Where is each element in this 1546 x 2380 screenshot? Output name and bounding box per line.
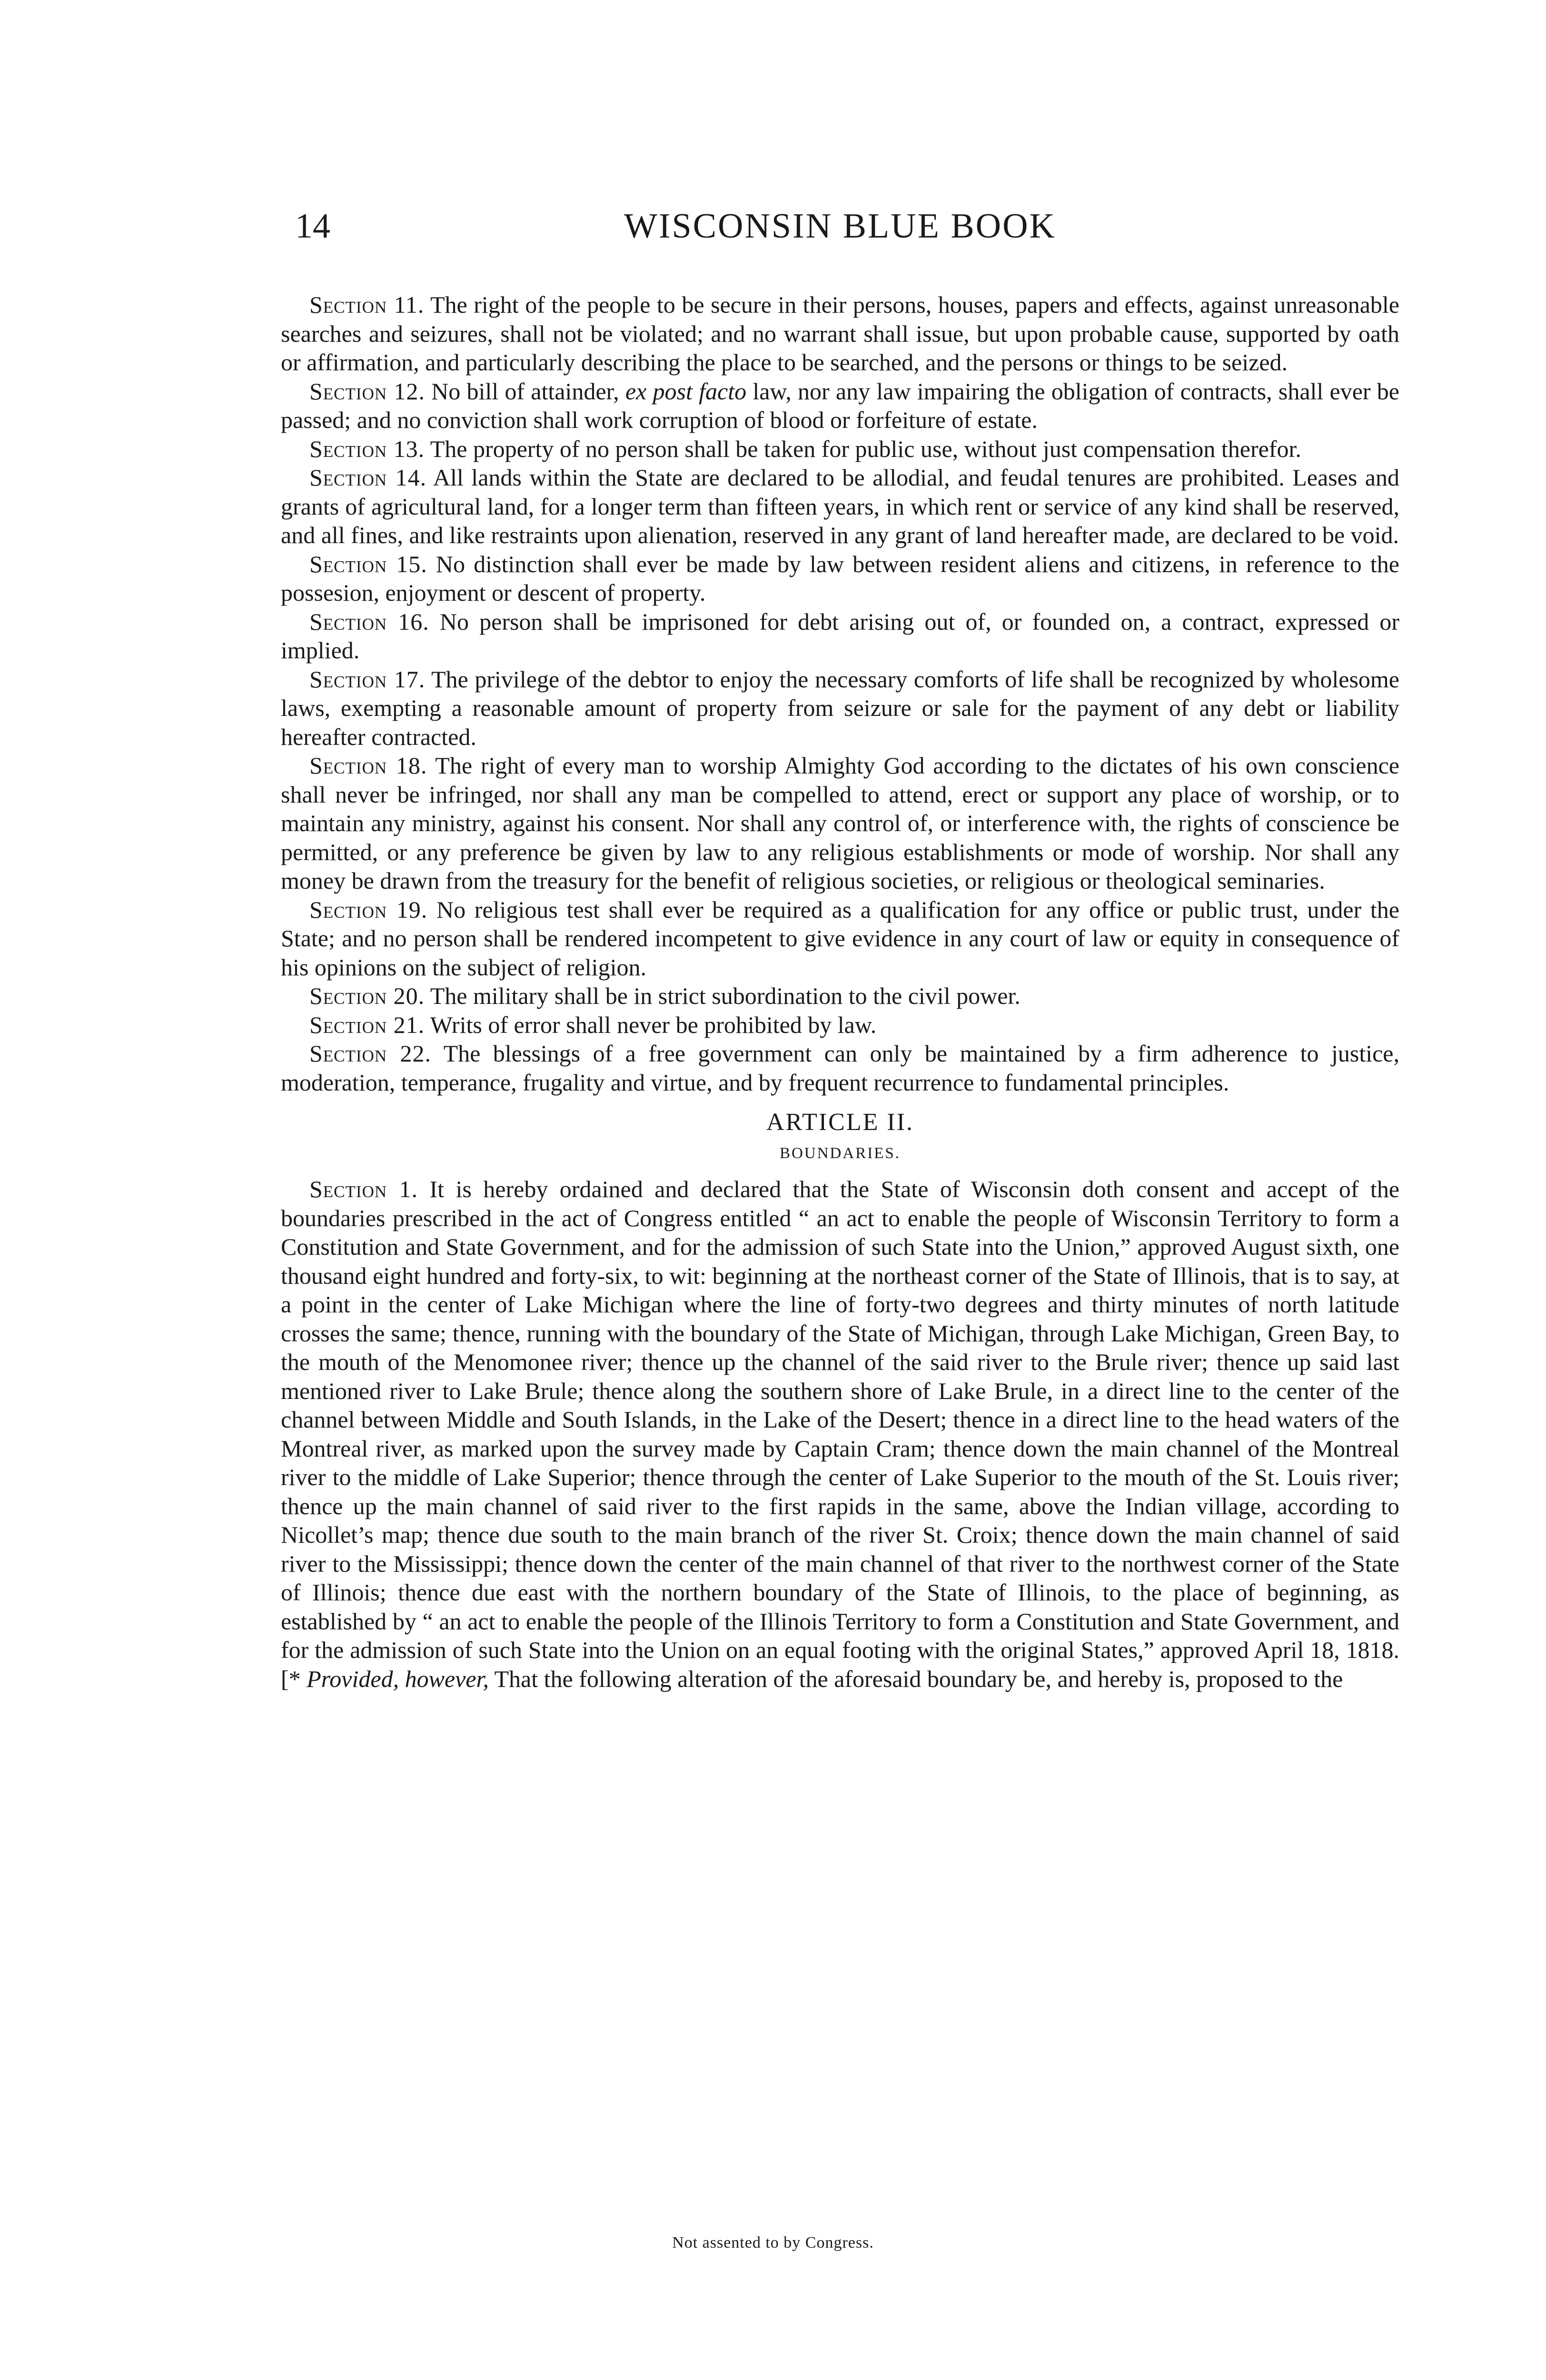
section-text: That the following alteration of the aforesaid boundary be, and hereby is, proposed to the — [488, 1665, 1343, 1692]
section-label: Section 1. — [309, 1176, 418, 1202]
section-paragraph — [281, 1039, 1399, 1097]
section-text: No bill of attainder, — [431, 377, 625, 405]
section-paragraph — [281, 463, 1399, 550]
section-text: No religious test shall ever be required as a qualification for any office or public trust, under the State; and no person shall be rendered incompetent to give evidence in any court of law or equity in consequence of his opinions on the subject of religion. — [281, 896, 1399, 981]
running-title: WISCONSIN BLUE BOOK — [624, 207, 1056, 246]
section-label: Section 17. — [309, 665, 426, 693]
section-paragraph — [281, 377, 1399, 435]
section-text: The property of no person shall be taken for public use, without just compensation therefor. — [430, 435, 1301, 462]
section-label: Section 22. — [309, 1040, 432, 1067]
section-paragraph — [281, 1011, 1399, 1040]
section-label: Section 12. — [309, 377, 425, 405]
page-header — [295, 200, 1385, 252]
section-label: Section 21. — [309, 1011, 425, 1038]
section-text: The right of every man to worship Almighty God according to the dictates of his own conscience shall never be infringed, nor shall any man be compelled to attend, erect or support any place of worship, or to maintain any ministry, against his consent. Nor shall any control of, or interference with, the rights of conscience be permitted, or any preference be given by law to any religious establishments or mode of worship. Nor shall any money be drawn from the treasury for the benefit of religious societies, or religious or theological seminaries. — [281, 752, 1399, 894]
section-label: Section 19. — [309, 896, 428, 923]
article-ii-sections — [281, 1175, 1399, 1693]
section-text: The right of the people to be secure in their persons, houses, papers and effects, against unreasonable searches and seizures, shall not be violated; and no warrant shall issue, but upon probable cause, supported by oath or affirmation, and particularly describing the place to be searched, and the persons or things to be seized. — [281, 291, 1399, 376]
section-paragraph — [281, 550, 1399, 607]
italic-text: ex post facto — [625, 377, 747, 405]
section-paragraph — [281, 1175, 1399, 1693]
section-paragraph — [281, 895, 1399, 982]
section-text: Writs of error shall never be prohibited by law. — [430, 1011, 877, 1038]
section-text: The military shall be in strict subordination to the civil power. — [430, 982, 1021, 1009]
section-label: Section 18. — [309, 752, 427, 779]
section-label: Section 15. — [309, 550, 427, 577]
section-paragraph — [281, 607, 1399, 665]
section-paragraph — [281, 435, 1399, 464]
page-number: 14 — [295, 207, 330, 246]
article-i-sections — [281, 290, 1399, 1097]
section-label: Section 13. — [309, 435, 425, 462]
section-text: law, nor any law impairing the obligation of contracts, shall ever be passed; and no conviction shall work corruption of blood or forfeiture of estate. — [281, 377, 1400, 433]
section-paragraph — [281, 982, 1399, 1011]
section-label: Section 20. — [309, 982, 425, 1009]
section-text: All lands within the State are declared to be allodial, and feudal tenures are prohibited. Leases and grants of agricultural land, for a longer term than fifteen years, in which rent or service of any kind shall be reserved, and all fines, and like restraints upon alienation, reserved in any grant of land hereafter made, are declared to be void. — [281, 464, 1400, 548]
article-subheading: BOUNDARIES. — [780, 1145, 901, 1162]
section-label: Section 11. — [309, 291, 425, 318]
section-label: Section 16. — [309, 608, 429, 635]
section-text: The privilege of the debtor to enjoy the necessary comforts of life shall be recognized by wholesome laws, exempting a reasonable amount of property from seizure or sale for the payment of any debt or liability hereafter contracted. — [281, 665, 1399, 750]
section-text: The blessings of a free government can only be maintained by a firm adherence to justice, moderation, temperance, frugality and virtue, and by frequent recurrence to fundamental principles. — [281, 1040, 1399, 1096]
section-label: Section 14. — [309, 464, 427, 491]
italic-text: Provided, however, — [307, 1665, 489, 1692]
section-paragraph — [281, 665, 1399, 752]
article-heading: ARTICLE II. — [766, 1109, 914, 1136]
section-text: No person shall be imprisoned for debt arising out of, or founded on, a contract, expressed or implied. — [281, 608, 1399, 664]
section-paragraph — [281, 751, 1399, 895]
section-text: No distinction shall ever be made by law between resident aliens and citizens, in reference to the possesion, enjoyment or descent of property. — [281, 550, 1399, 606]
body-text — [281, 290, 1399, 1693]
section-paragraph — [281, 290, 1399, 377]
footnote: Not assented to by Congress. — [672, 2234, 874, 2251]
section-text: It is hereby ordained and declared that the State of Wisconsin doth consent and accept of the boundaries prescribed in the act of Congress entitled “ an act to enable the people of Wisconsin Territory to form a Constitution and State Government, and for the admission of such State into the Union,” approved August sixth, one thousand eight hundred and forty-six, to wit: beginning at the northeast corner of the State of Illinois, that is to say, at a point in the center of Lake Michigan where the line of forty-two degrees and thirty minutes of north latitude crosses the same; thence, running with the boundary of the State of Michigan, through Lake Michigan, Green Bay, to the mouth of the Menomonee river; thence up the channel of the said river to the Brule river; thence up said last mentioned river to Lake Brule; thence along the southern shore of Lake Brule, in a direct line to the center of the channel between Middle and South Islands, in the Lake of the Desert; thence in a direct line to the head waters of the Montreal river, as marked upon the survey made by Captain Cram; thence down the main channel of the Montreal river to the middle of Lake Superior; thence through the center of Lake Superior to the mouth of the St. Louis river; thence up the main channel of said river to the first rapids in the same, above the Indian village, according to Nicollet’s map; thence due south to the main branch of the river St. Croix; thence down the main channel of said river to the Mississippi; thence down the center of the main channel of that river to the northwest corner of the State of Illinois; thence due east with the northern boundary of the State of Illinois, to the place of beginning, as established by “ an act to enable the people of the Illinois Territory to form a Constitution and State Government, and for the admission of such State into the Union on an equal footing with the original States,” approved April 18, 1818. [* — [281, 1176, 1400, 1692]
